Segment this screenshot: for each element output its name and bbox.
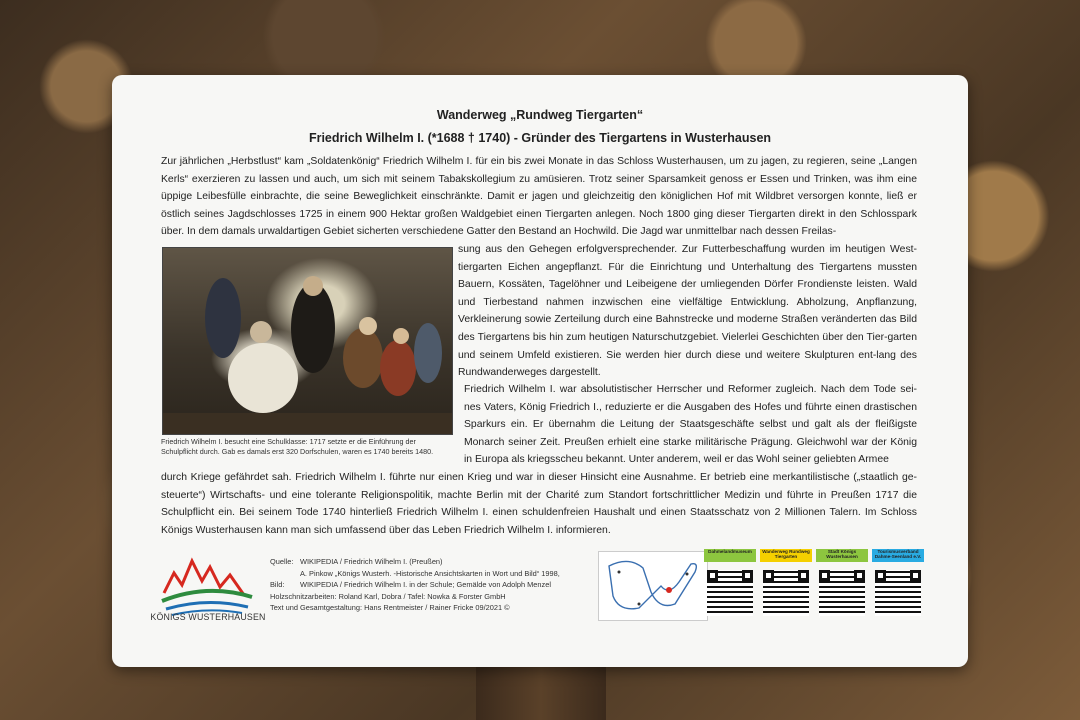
historical-painting	[162, 247, 453, 435]
qr-label: Wanderweg Rundweg Tiergarten	[760, 549, 812, 562]
quelle-line-2: A. Pinkow „Königs Wusterh. -Historische Ansichtskarten in Wort und Bild“ 1998,	[300, 568, 560, 578]
paragraph-reformer: Friedrich Wilhelm I. war absolutistischer Herrscher und Reformer zugleich. Nach dem Tode sei-nes Vaters, König Friedrich I., reduzierte er die Ausgaben des Hofes und führte einen drastischen Sparkurs ein. Er übernahm die Leitung der Staatsgeschäfte selbst und galt als der fleißigste Monarch seiner Zeit. Preußen erhielt eine starke militärische Prägung. Gleichwohl war der König in Europa als kriegsscheu bekannt. Unter anderem, weil er das Wohl seiner geliebten Armee	[464, 384, 917, 466]
qr-code-icon	[707, 570, 753, 616]
quelle-line-1: WIKIPEDIA / Friedrich Wilhelm I. (Preußen)	[300, 557, 443, 566]
paragraph-tiergarten: sung aus den Gehegen erfolgversprechender. Zur Futterbeschaffung wurden im heutigen West-tiergarten Eichen angepflanzt. Für die Einrichtung und Unterhaltung des Tiergartens mussten Bauern, Kossäten, Tagelöhner und Leibeigene der umliegenden Dörfer Frondienste leisten. Wald und Tierbestand nahmen inzwischen eine vielfältige Entwicklung. Abholzung, Anpflanzung, Verkleinerung sowie Zerteilung durch eine Bahnstrecke und moderne Straßen veränderten das Bild des Tiergartens bis hin zum heutigen Naturschutzgebiet. Vielerlei Geschichten über den Tier-garten und seinem Umfeld existieren. Sie werden hier durch diese und weitere Skulpturen ent-lang des Rundwanderweges dargestellt.	[458, 244, 917, 379]
sign-title: Wanderweg „Rundweg Tiergarten“	[436, 108, 644, 122]
bild-line: WIKIPEDIA / Friedrich Wilhelm I. in der Schule; Gemälde von Adolph Menzel	[300, 580, 551, 590]
logo-text: KÖNIGS WUSTERHAUSEN	[150, 612, 266, 622]
holz-line: Holzschnitzarbeiten: Roland Karl, Dobra / Tafel: Nowka & Forster GmbH	[270, 591, 506, 601]
qr-label: Dahmelandmuseum	[704, 549, 756, 562]
qr-code-icon	[819, 570, 865, 616]
painting-figures	[163, 248, 452, 434]
image-caption: Friedrich Wilhelm I. besucht eine Schulklasse: 1717 setzte er die Einführung der Schulpflicht durch. Gab es damals erst 320 Dorfschulen, waren es 1740 bereits 1480.	[161, 437, 434, 456]
route-map-icon	[598, 551, 708, 621]
qr-code-icon	[875, 570, 921, 616]
qr-tourismusverband[interactable]	[872, 549, 924, 616]
qr-stadt[interactable]	[816, 549, 868, 616]
credits	[270, 556, 570, 614]
qr-label: Tourismusverband Dahme-Seenland e.V.	[872, 549, 924, 562]
information-sign	[112, 75, 968, 667]
quelle-label: Quelle:	[270, 557, 294, 566]
bild-label: Bild:	[270, 580, 285, 590]
paragraph-legacy: durch Kriege gefährdet sah. Friedrich Wilhelm I. führte nur einen Krieg und war in dieser Hinsicht eine Ausnahme. Er betrieb eine merkantilistische („staatlich ge-steuerte“) Wirtschafts- und eine tolerante Religionspolitik, machte Berlin mit der Charité zum Standort fortschrittlicher Medizin und führte in Preußen 1717 die Schulpflicht ein. Bei seinem Tode 1740 hinterließ Friedrich Wilhelm I. einen schuldenfreien Haushalt und einen Staatsschatz von 2 Millionen Talern. Im Schloss Königs Wusterhausen kann man sich umfassend über das Leben Friedrich Wilhelm I. informieren.	[161, 472, 917, 536]
qr-dahmelandmuseum[interactable]	[704, 549, 756, 616]
sign-subtitle: Friedrich Wilhelm I. (*1688 † 1740) - Gründer des Tiergartens in Wusterhausen	[308, 131, 772, 145]
qr-wanderweg[interactable]	[760, 549, 812, 616]
qr-code-icon	[763, 570, 809, 616]
paragraph-intro: Zur jährlichen „Herbstlust“ kam „Soldatenkönig“ Friedrich Wilhelm I. für ein bis zwei Monate in das Schloss Wusterhausen, um zu jagen, zu regieren, seine „Langen Kerls“ exerzieren zu lassen und auch, um sich mit seinem Tabakskollegium zu amüsieren. Trotz seiner Sparsamkeit genoss er Essen und Trinken, was ihm eine üppige Leibesfülle einbrachte, die seine Beweglichkeit einschränkte. Damit er jagen und gleichzeitig den königlichen Hof mit Wildbret versorgen konnte, ließ er östlich seines Jagdschlosses 1725 in einem 900 Hektar großen Waldgebiet einen Tiergarten anlegen. Noch 1800 ging dieser Tiergarten direkt in den Schlosspark über. In dem damals urwaldartigen Gebiet sicherten verschiedene Gatter den Bestand an Hochwild. Die Jagd war unmittelbar nach dessen Freilas-	[161, 156, 917, 238]
qr-label: Stadt Königs Wusterhausen	[816, 549, 868, 562]
text-line: Text und Gesamtgestaltung: Hans Rentmeister / Rainer Fricke 09/2021 ©	[270, 603, 510, 613]
